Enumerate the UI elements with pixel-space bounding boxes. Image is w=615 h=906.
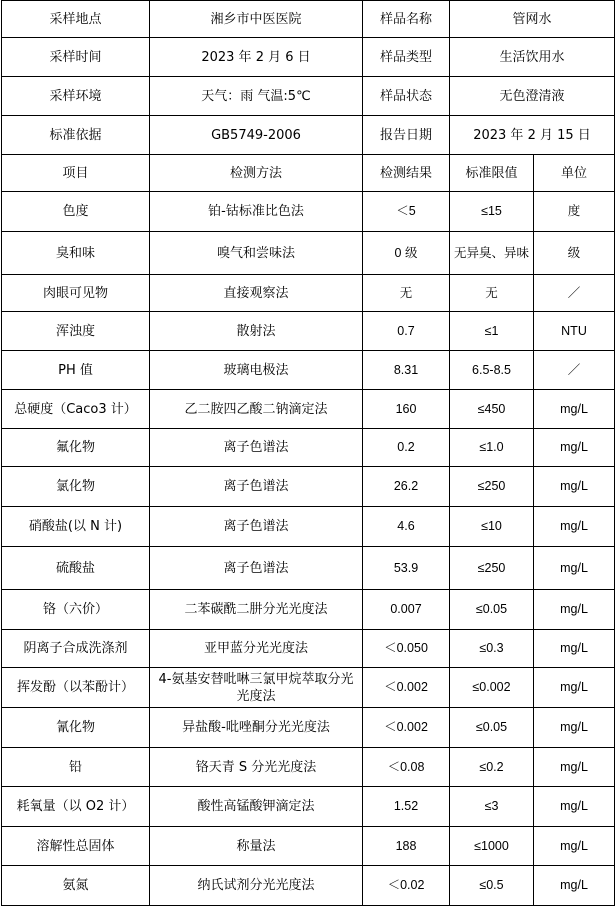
table-row (2, 630, 615, 668)
cell-method: 亚甲蓝分光光度法 (150, 630, 363, 668)
cell-method: 4-氨基安替吡啉三氯甲烷萃取分光光度法 (150, 668, 363, 708)
cell-result: 53.9 (363, 547, 450, 590)
header-value: 生活饮用水 (450, 38, 615, 77)
cell-result: ＜0.002 (363, 708, 450, 748)
cell-unit: mg/L (534, 630, 615, 668)
cell-result: ＜5 (363, 192, 450, 232)
header-label: 标准依据 (2, 116, 150, 155)
table-row (2, 467, 615, 507)
cell-item: 总硬度（Caco3 计） (2, 390, 150, 429)
cell-method: 散射法 (150, 312, 363, 351)
cell-limit: ≤0.3 (450, 630, 534, 668)
cell-method: 铬天青 S 分光光度法 (150, 748, 363, 787)
column-header-row (2, 155, 615, 192)
cell-unit: NTU (534, 312, 615, 351)
table-row (2, 590, 615, 630)
cell-item: 铬（六价） (2, 590, 150, 630)
column-header-result: 检测结果 (363, 155, 450, 192)
cell-limit: ≤0.002 (450, 668, 534, 708)
column-header-limit: 标准限值 (450, 155, 534, 192)
cell-result: 0.7 (363, 312, 450, 351)
cell-result: ＜0.002 (363, 668, 450, 708)
cell-limit: ≤10 (450, 507, 534, 547)
cell-unit: mg/L (534, 787, 615, 827)
cell-unit: ／ (534, 275, 615, 312)
cell-method: 称量法 (150, 827, 363, 866)
cell-item: 氰化物 (2, 708, 150, 748)
cell-method: 酸性高锰酸钾滴定法 (150, 787, 363, 827)
header-label: 样品状态 (363, 77, 450, 116)
cell-method: 离子色谱法 (150, 429, 363, 467)
column-header-unit: 单位 (534, 155, 615, 192)
cell-unit: ／ (534, 351, 615, 390)
cell-unit: mg/L (534, 668, 615, 708)
header-value: GB5749-2006 (150, 116, 363, 155)
cell-limit: ≤0.5 (450, 866, 534, 906)
header-label: 采样时间 (2, 38, 150, 77)
cell-limit: ≤250 (450, 467, 534, 507)
cell-unit: mg/L (534, 866, 615, 906)
header-value: 2023 年 2 月 6 日 (150, 38, 363, 77)
header-value: 无色澄清液 (450, 77, 615, 116)
cell-method: 二苯碳酰二肼分光光度法 (150, 590, 363, 630)
column-header-method: 检测方法 (150, 155, 363, 192)
header-row-sampling-time (2, 38, 615, 77)
header-row-standard-basis (2, 116, 615, 155)
cell-limit: 6.5-8.5 (450, 351, 534, 390)
cell-limit: ≤3 (450, 787, 534, 827)
table-row (2, 192, 615, 232)
cell-limit: ≤0.05 (450, 708, 534, 748)
cell-result: ＜0.02 (363, 866, 450, 906)
cell-item: 臭和味 (2, 232, 150, 275)
cell-method: 离子色谱法 (150, 547, 363, 590)
cell-item: 氯化物 (2, 467, 150, 507)
table-row (2, 547, 615, 590)
table-row (2, 827, 615, 866)
cell-method: 玻璃电极法 (150, 351, 363, 390)
cell-method: 纳氏试剂分光光度法 (150, 866, 363, 906)
table-row (2, 708, 615, 748)
header-label: 报告日期 (363, 116, 450, 155)
cell-unit: mg/L (534, 507, 615, 547)
cell-limit: ≤1000 (450, 827, 534, 866)
cell-method: 离子色谱法 (150, 507, 363, 547)
cell-result: 4.6 (363, 507, 450, 547)
cell-unit: mg/L (534, 827, 615, 866)
header-value: 管网水 (450, 1, 615, 38)
cell-method: 直接观察法 (150, 275, 363, 312)
cell-result: 188 (363, 827, 450, 866)
cell-result: 0.007 (363, 590, 450, 630)
header-label: 采样环境 (2, 77, 150, 116)
header-value: 天气：雨 气温:5℃ (150, 77, 363, 116)
cell-method: 异盐酸-吡唑酮分光光度法 (150, 708, 363, 748)
cell-unit: mg/L (534, 390, 615, 429)
table-row (2, 507, 615, 547)
cell-item: 铅 (2, 748, 150, 787)
header-label: 采样地点 (2, 1, 150, 38)
table-row (2, 312, 615, 351)
table-row (2, 866, 615, 906)
water-quality-report-table (1, 0, 615, 906)
cell-unit: mg/L (534, 547, 615, 590)
cell-limit: ≤15 (450, 192, 534, 232)
cell-unit: mg/L (534, 590, 615, 630)
cell-item: PH 值 (2, 351, 150, 390)
cell-limit: ≤0.2 (450, 748, 534, 787)
table-row (2, 390, 615, 429)
cell-limit: 无异臭、异味 (450, 232, 534, 275)
cell-result: 无 (363, 275, 450, 312)
table-row (2, 275, 615, 312)
cell-unit: mg/L (534, 748, 615, 787)
cell-item: 色度 (2, 192, 150, 232)
cell-item: 浑浊度 (2, 312, 150, 351)
cell-limit: ≤450 (450, 390, 534, 429)
column-header-item: 项目 (2, 155, 150, 192)
cell-unit: mg/L (534, 708, 615, 748)
cell-unit: 度 (534, 192, 615, 232)
cell-method: 离子色谱法 (150, 467, 363, 507)
table-row (2, 232, 615, 275)
table-row (2, 787, 615, 827)
table-row (2, 429, 615, 467)
cell-method: 嗅气和尝味法 (150, 232, 363, 275)
table-row (2, 748, 615, 787)
cell-item: 氟化物 (2, 429, 150, 467)
header-value: 2023 年 2 月 15 日 (450, 116, 615, 155)
cell-item: 耗氧量（以 O2 计） (2, 787, 150, 827)
header-row-sampling-site (2, 1, 615, 38)
cell-item: 肉眼可见物 (2, 275, 150, 312)
cell-result: 0 级 (363, 232, 450, 275)
cell-method: 铂-钴标准比色法 (150, 192, 363, 232)
cell-item: 氨氮 (2, 866, 150, 906)
cell-item: 溶解性总固体 (2, 827, 150, 866)
header-label: 样品类型 (363, 38, 450, 77)
cell-unit: mg/L (534, 429, 615, 467)
cell-result: 1.52 (363, 787, 450, 827)
cell-item: 挥发酚（以苯酚计） (2, 668, 150, 708)
cell-result: 160 (363, 390, 450, 429)
cell-limit: ≤1 (450, 312, 534, 351)
cell-limit: ≤0.05 (450, 590, 534, 630)
cell-item: 硫酸盐 (2, 547, 150, 590)
table-row (2, 668, 615, 708)
cell-result: 8.31 (363, 351, 450, 390)
cell-limit: 无 (450, 275, 534, 312)
cell-result: ＜0.050 (363, 630, 450, 668)
cell-item: 阴离子合成洗涤剂 (2, 630, 150, 668)
cell-limit: ≤250 (450, 547, 534, 590)
header-label: 样品名称 (363, 1, 450, 38)
cell-unit: mg/L (534, 467, 615, 507)
cell-unit: 级 (534, 232, 615, 275)
cell-result: 0.2 (363, 429, 450, 467)
table-row (2, 351, 615, 390)
cell-limit: ≤1.0 (450, 429, 534, 467)
cell-result: ＜0.08 (363, 748, 450, 787)
cell-result: 26.2 (363, 467, 450, 507)
header-row-sampling-environment (2, 77, 615, 116)
header-value: 湘乡市中医医院 (150, 1, 363, 38)
cell-method: 乙二胺四乙酸二钠滴定法 (150, 390, 363, 429)
cell-item: 硝酸盐(以 N 计) (2, 507, 150, 547)
